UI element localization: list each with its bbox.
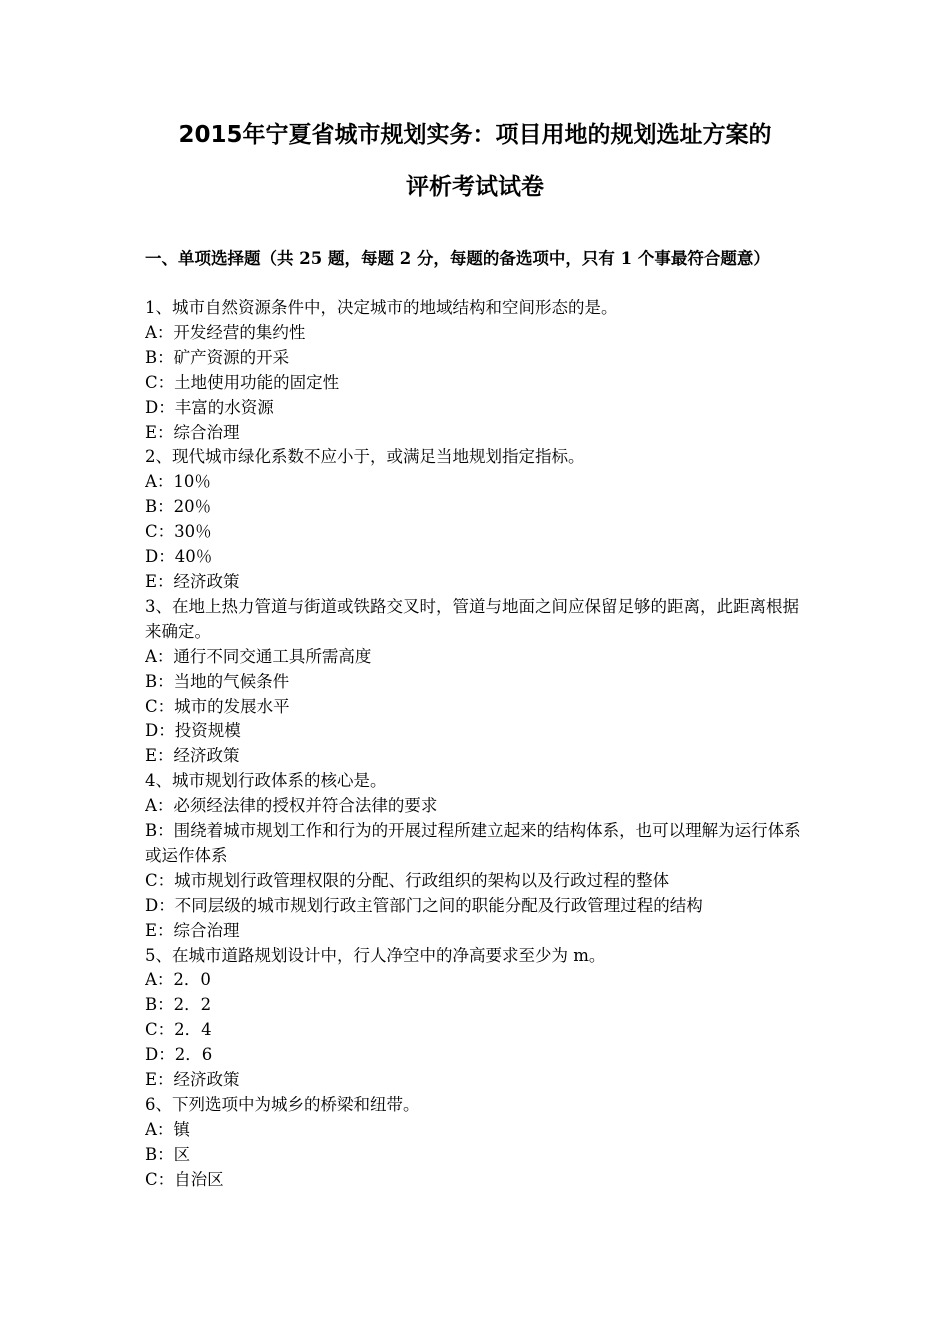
option-e: E：综合治理 (145, 920, 240, 940)
option-e: E：经济政策 (145, 571, 240, 591)
question-stem: 6、下列选项中为城乡的桥梁和纽带。 (145, 1095, 420, 1114)
option-a: A：镇 (145, 1119, 190, 1139)
option-c: C：城市的发展水平 (145, 696, 290, 716)
option-e: E：经济政策 (145, 1070, 240, 1090)
option-a: A：10％ (145, 472, 211, 492)
option-c: C：2．4 (145, 1020, 212, 1040)
question-stem: 5、在城市道路规划设计中，行人净空中的净高要求至少为 m。 (145, 945, 606, 965)
option-b: B：矿产资源的开采 (145, 347, 290, 367)
option-d: D：2．6 (145, 1045, 213, 1065)
option-a: A：通行不同交通工具所需高度 (145, 646, 372, 666)
option-c: C：土地使用功能的固定性 (145, 372, 340, 392)
option-c: C：30％ (145, 522, 212, 542)
question-list (145, 296, 815, 1193)
option-e: E：经济政策 (145, 746, 240, 766)
question-stem: 4、城市规划行政体系的核心是。 (145, 771, 387, 791)
option-d: D：40％ (145, 547, 213, 567)
question-stem: 3、在地上热力管道与街道或铁路交叉时，管道与地面之间应保留足够的距离，此距离根据来确定。 (145, 596, 799, 641)
option-a: A：2．0 (145, 970, 211, 990)
option-c: C：自治区 (145, 1169, 224, 1189)
option-d: D：丰富的水资源 (145, 397, 274, 417)
option-e: E：综合治理 (145, 422, 240, 442)
option-a: A：必须经法律的授权并符合法律的要求 (145, 796, 438, 816)
option-b: B：区 (145, 1144, 191, 1164)
option-d: D：不同层级的城市规划行政主管部门之间的职能分配及行政管理过程的结构 (145, 895, 703, 915)
option-a: A：开发经营的集约性 (145, 322, 306, 342)
option-b: B：当地的气候条件 (145, 671, 290, 691)
question-stem: 1、城市自然资源条件中，决定城市的地域结构和空间形态的是。 (145, 298, 618, 317)
option-b: B：围绕着城市规划工作和行为的开展过程所建立起来的结构体系，也可以理解为运行体系或运作体系 (145, 821, 801, 865)
section-heading: 一、单项选择题（共 25 题，每题 2 分，每题的备选项中，只有 1 个事最符合题意） (145, 249, 770, 268)
question-stem: 2、现代城市绿化系数不应小于，或满足当地规划指定指标。 (145, 447, 585, 467)
option-b: B：20％ (145, 497, 212, 517)
document-title-line-2: 评析考试试卷 (406, 174, 544, 200)
document-title-line-1: 2015年宁夏省城市规划实务：项目用地的规划选址方案的 (178, 122, 772, 148)
option-c: C：城市规划行政管理权限的分配、行政组织的架构以及行政过程的整体 (145, 870, 670, 890)
option-b: B：2．2 (145, 995, 212, 1015)
option-d: D：投资规模 (145, 721, 241, 741)
